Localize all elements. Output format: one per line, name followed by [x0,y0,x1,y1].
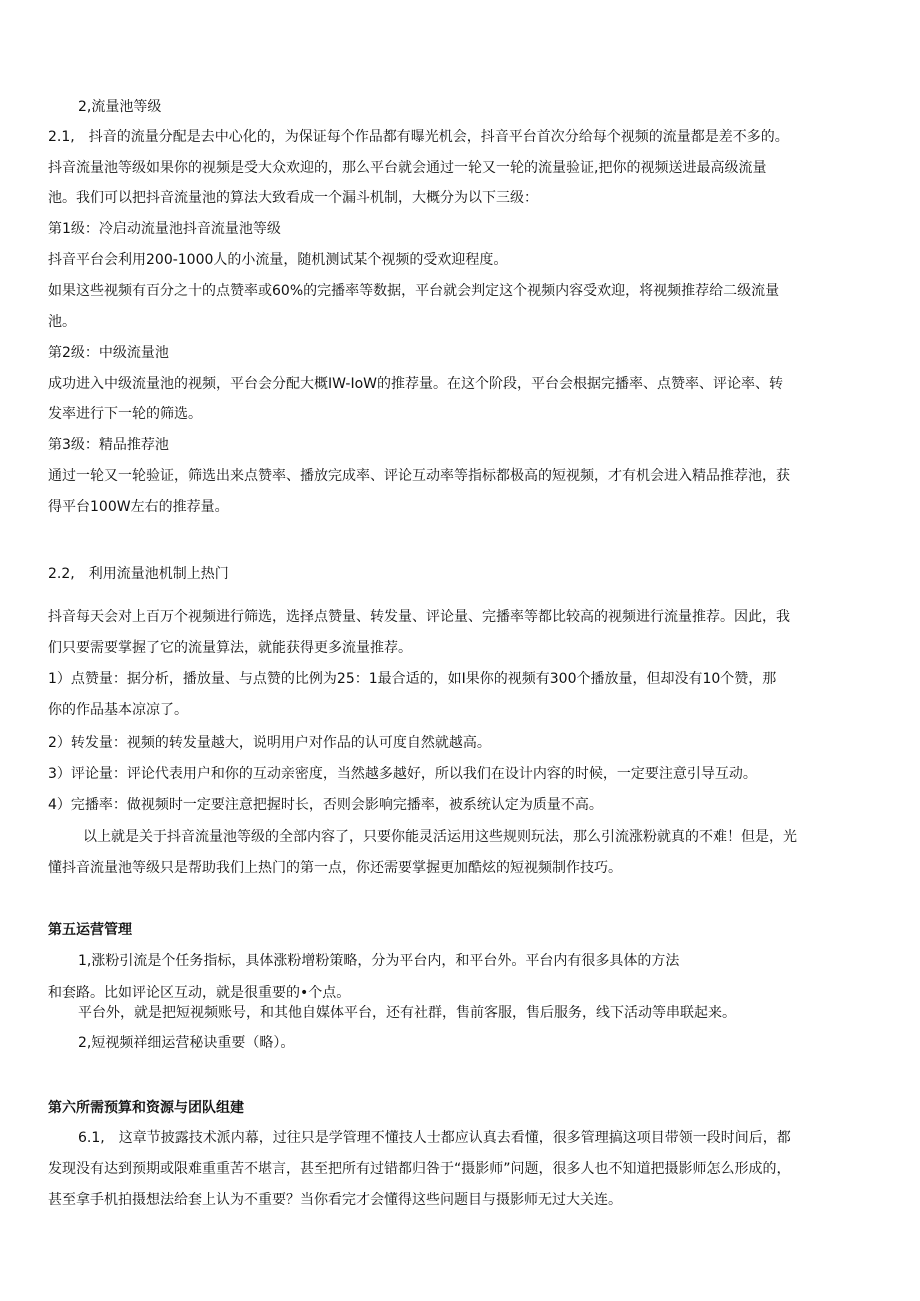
list-item-shares: 2）转发量：视频的转发量越大，说明用户对作品的认可度自然就越高。 [48,735,491,751]
text-line: 通过一轮又一轮验证，筛选出来点赞率、播放完成率、评论互动率等指标都极高的短视频，才有机会进入精品推荐池，获 [48,468,790,484]
text-line: 你的作品基本凉凉了。 [48,702,188,718]
level-heading-2: 第2级：中级流量池 [48,345,169,361]
text-line: 发现没有达到预期或限难重重苦不堪言，甚至把所有过错都归咎于“摄影师”问题，很多人也不知道把摄影师怎么形成的， [48,1161,791,1177]
list-item-comments: 3）评论量：评论代表用户和你的互动亲密度，当然越多越好，所以我们在设计内容的时候，一定要注意引导互动。 [48,766,757,782]
text-line: 懂抖音流量池等级只是帮助我们上热门的第一点，你还需要掌握更加酷炫的短视频制作技巧。 [48,860,622,876]
text-line: 和套路。比如评论区互动，就是很重要的•个点。 [48,985,351,1001]
text-line: 1,涨粉引流是个任务指标，具体涨粉增粉策略，分为平台内，和平台外。平台内有很多具体的方法 [78,953,680,969]
section-heading-2-2: 2.2, 利用流量池机制上热门 [48,566,229,582]
section-heading-2: 2,流量池等级 [78,99,162,115]
text-line: 得平台100W左右的推荐量。 [48,499,229,515]
chapter-heading-6: 第六所需预算和资源与团队组建 [48,1100,244,1116]
text-line: 如果这些视频有百分之十的点赞率或60%的完播率等数据，平台就会判定这个视频内容受欢迎，将视频推荐给二级流量 [48,283,780,299]
text-line: 池。我们可以把抖音流量池的算法大致看成一个漏斗机制，大概分为以下三级： [48,190,538,206]
list-item-likes: 1）点赞量：据分析，播放量、与点赞的比例为25：1最合适的，如I果你的视频有300个播放量，但却没有10个赞，那 [48,671,777,687]
text-line: 甚至拿手机拍摄想法给套上认为不重要？当你看完才会懂得这些问题目与摄影师无过大关连。 [48,1192,622,1208]
text-line: 2,短视频祥细运营秘诀重要（略）。 [78,1035,295,1051]
text-line: 6.1, 这章节披露技术派内幕，过往只是学管理不懂技人士都应认真去看懂，很多管理搞这项目带领一段时间后，都 [78,1130,791,1146]
text-line: 平台外，就是把短视频账号，和其他自媒体平台，还有社群，售前客服，售后服务，线下活动等串联起来。 [78,1005,736,1021]
text-line: 抖音每天会对上百万个视频进行筛选，选择点赞量、转发量、评论量、完播率等都比较高的视频进行流量推荐。因此，我 [48,609,790,625]
text-line: 抖音流量池等级如果你的视频是受大众欢迎的，那么平台就会通过一轮又一轮的流量验证,把你的视频送进最高级流量 [48,160,767,176]
text-line: 们只要需要掌握了它的流量算法，就能获得更多流量推荐。 [48,640,412,656]
text-line: 成功进入中级流量池的视频，平台会分配大概IW-IoW的推荐量。在这个阶段，平台会根据完播率、点赞率、评论率、转 [48,376,783,392]
text-line: 2.1, 抖音的流量分配是去中心化的，为保证每个作品都有曝光机会，抖音平台首次分给每个视频的流量都是差不多的。 [48,129,789,145]
text-line: 抖音平台会利用200-1000人的小流量，随机测试某个视频的受欢迎程度。 [48,252,508,268]
text-line: 发率进行下一轮的筛选。 [48,406,202,422]
text-line: 池。 [48,314,76,330]
list-item-completion: 4）完播率：做视频时一定要注意把握时长，否则会影响完播率，被系统认定为质量不高。 [48,797,603,813]
chapter-heading-5: 第五运营管理 [48,922,132,938]
summary-paragraph: 以上就是关于抖音流量池等级的全部内容了，只要你能灵活运用这些规则玩法，那么引流涨粉就真的不难！但是，光 [83,829,797,845]
level-heading-3: 第3级：精品推荐池 [48,437,169,453]
level-heading-1: 第1级：冷启动流量池抖音流量池等级 [48,221,281,237]
